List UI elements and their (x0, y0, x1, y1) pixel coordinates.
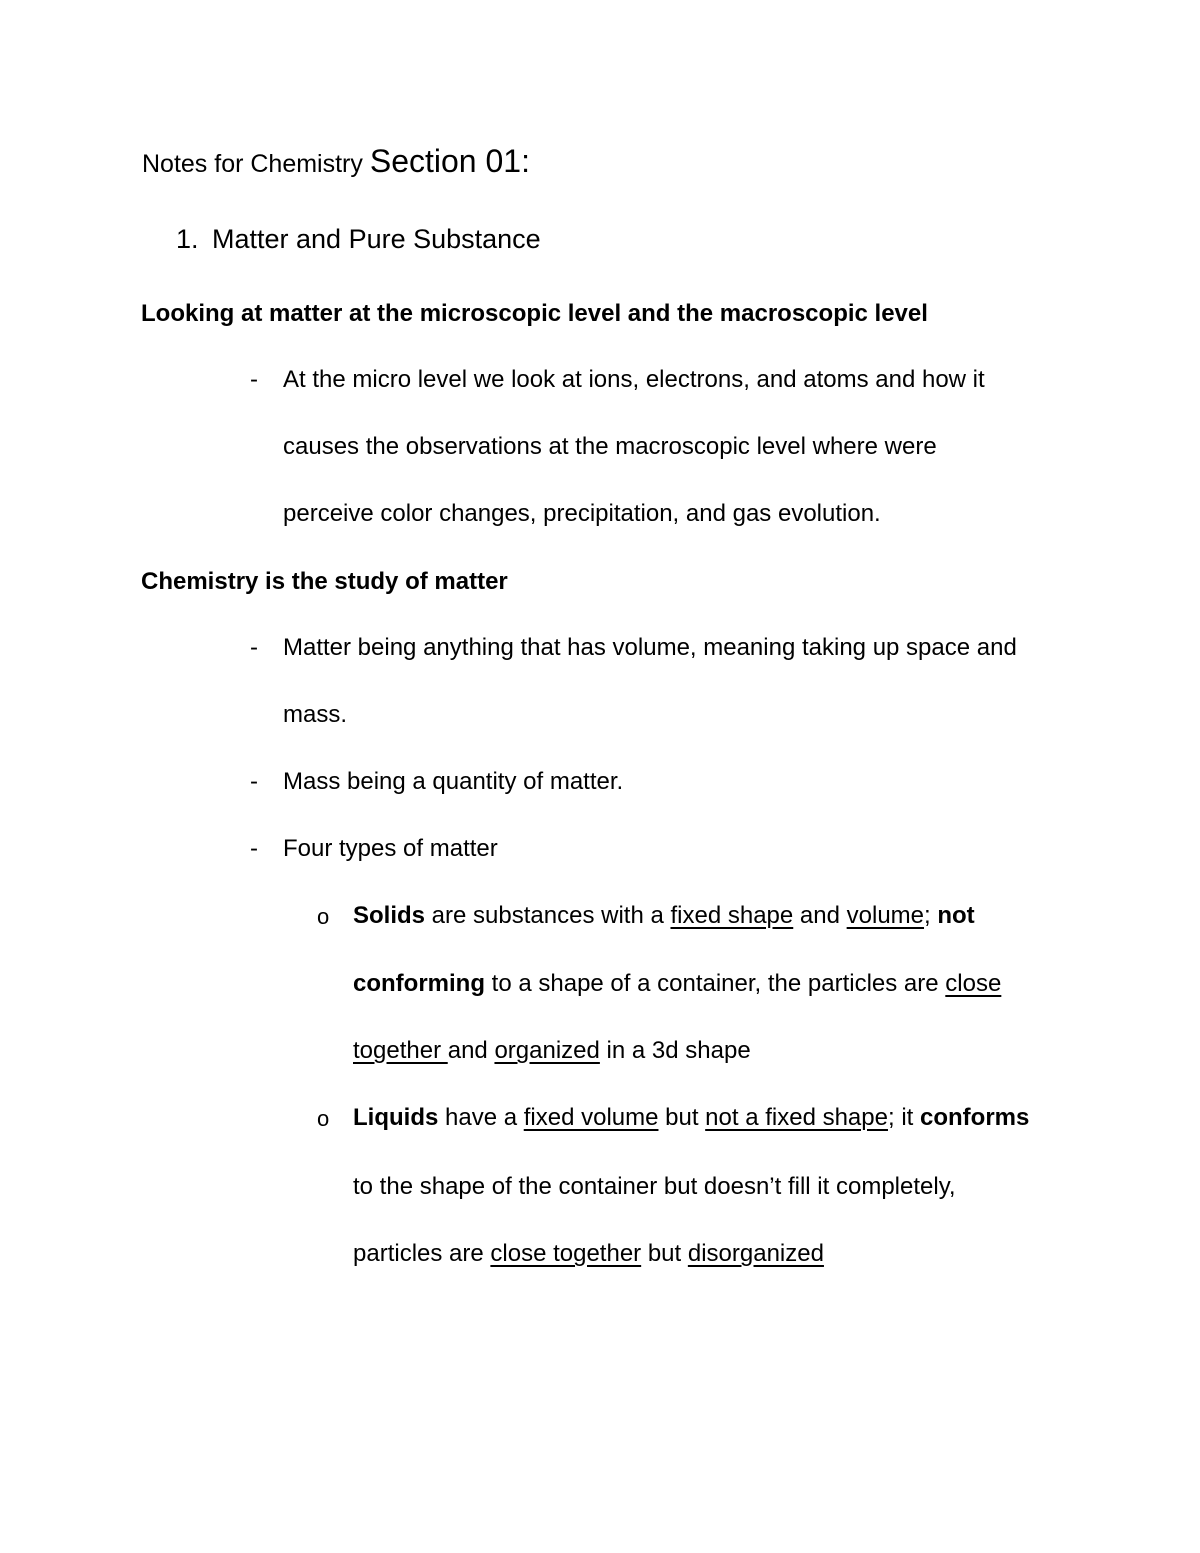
bullet-dash: - (250, 634, 258, 661)
page-title (142, 143, 530, 180)
bullet-line: mass. (283, 701, 348, 728)
subheading-microscopic-macroscopic: Looking at matter at the microscopic level and the macroscopic level (141, 300, 928, 327)
title-prefix: Notes for Chemistry (142, 150, 370, 178)
solids-line-2: conforming to a shape of a container, the particles are close (353, 970, 1002, 997)
solids-line-1: Solids are substances with a fixed shape and volume; not (353, 902, 975, 929)
bullet-line: causes the observations at the macroscopic level where were (283, 433, 937, 460)
bullet-line: Mass being a quantity of matter. (283, 768, 624, 795)
solids-line-3: together and organized in a 3d shape (353, 1037, 751, 1064)
term-solids: Solids (353, 902, 426, 929)
bullet-line: Matter being anything that has volume, meaning taking up space and (283, 634, 1017, 661)
title-section: Section 01: (369, 143, 530, 179)
liquids-line-1: Liquids have a fixed volume but not a fixed shape; it conforms (353, 1104, 1030, 1131)
bullet-dash: - (250, 366, 258, 393)
bullet-line: At the micro level we look at ions, electrons, and atoms and how it (283, 366, 985, 393)
liquids-line-3: particles are close together but disorganized (353, 1240, 824, 1267)
liquids-line-2: to the shape of the container but doesn’t fill it completely, (353, 1173, 956, 1200)
bullet-dash: - (250, 768, 258, 795)
subheading-chemistry-study: Chemistry is the study of matter (141, 568, 508, 595)
heading-number: 1. (176, 224, 199, 254)
sub-bullet-circle: o (317, 904, 330, 929)
bullet-dash: - (250, 835, 258, 862)
bullet-line: Four types of matter (283, 835, 498, 862)
term-liquids: Liquids (353, 1104, 439, 1131)
heading-matter-and-pure-substance: Matter and Pure Substance (212, 224, 541, 254)
bullet-line: perceive color changes, precipitation, and gas evolution. (283, 500, 881, 527)
sub-bullet-circle: o (317, 1106, 330, 1131)
